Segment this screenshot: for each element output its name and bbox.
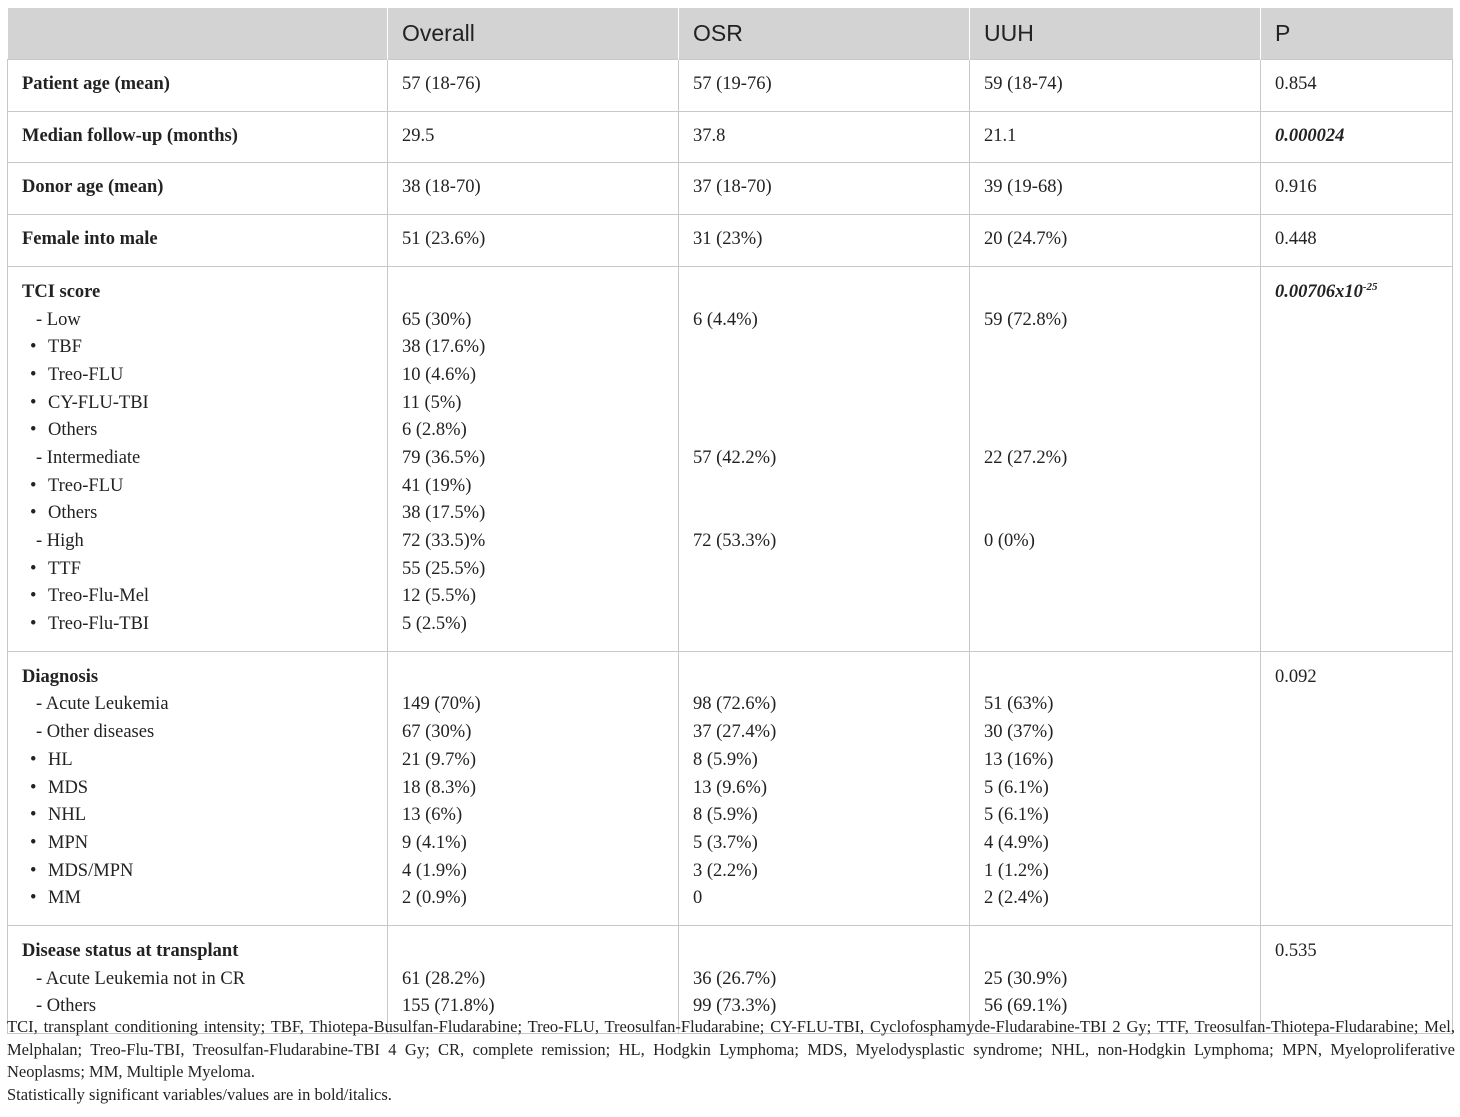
- sub-item: - Acute Leukemia: [36, 694, 169, 715]
- cell-osr: [693, 556, 969, 584]
- cell-overall: 79 (36.5%): [402, 447, 486, 468]
- row-label: Patient age (mean): [8, 60, 388, 112]
- cell-uuh: 4 (4.9%): [984, 832, 1049, 853]
- cell-osr: 37 (18-70): [679, 163, 970, 215]
- tci-p-base: 0.00706x10: [1275, 281, 1363, 302]
- cell-p: 0.916: [1261, 163, 1453, 215]
- bullet-item: • HL: [22, 747, 387, 775]
- sub-item: - Others: [36, 996, 97, 1017]
- diagnosis-row: [8, 651, 1453, 925]
- cell-uuh: [984, 473, 1260, 501]
- header-osr: OSR: [679, 8, 970, 60]
- cell-osr: 72 (53.3%): [693, 531, 777, 551]
- bullet-item: • TTF: [22, 556, 387, 584]
- patient-characteristics-table: [7, 8, 1453, 1034]
- group-title: Diagnosis: [22, 666, 99, 687]
- header-overall: Overall: [388, 8, 679, 60]
- cell-overall: 18 (8.3%): [402, 777, 476, 798]
- cell-overall: 55 (25.5%): [402, 558, 486, 579]
- cell-osr: [693, 611, 969, 639]
- group-labels: [8, 266, 388, 651]
- cell-osr: [693, 334, 969, 362]
- table-footnote: [7, 1016, 1455, 1106]
- header-p: P: [1261, 8, 1453, 60]
- cell-overall: 41 (19%): [402, 475, 472, 496]
- cell-p: 0.448: [1261, 215, 1453, 267]
- cell-overall: 51 (23.6%): [388, 215, 679, 267]
- sub-item: - Intermediate: [36, 447, 141, 468]
- sub-item: - Other diseases: [36, 722, 155, 743]
- cell-osr: 8 (5.9%): [693, 749, 758, 770]
- cell-overall: 149 (70%): [402, 694, 481, 715]
- cell-osr: 37.8: [679, 111, 970, 163]
- cell-uuh: [984, 500, 1260, 528]
- row-label: Median follow-up (months): [8, 111, 388, 163]
- cell-uuh: [984, 583, 1260, 611]
- cell-overall: 38 (17.6%): [402, 337, 486, 358]
- group-overall: [388, 266, 679, 651]
- bullet-item: • Treo-Flu-Mel: [22, 583, 387, 611]
- cell-osr: 37 (27.4%): [693, 722, 777, 743]
- cell-overall: 5 (2.5%): [402, 614, 467, 635]
- cell-osr: 6 (4.4%): [693, 309, 758, 330]
- cell-overall: 2 (0.9%): [402, 888, 467, 909]
- significance-note: Statistically significant variables/values are in bold/italics.: [7, 1084, 392, 1104]
- group-labels: [8, 651, 388, 925]
- cell-overall: 155 (71.8%): [402, 996, 495, 1017]
- cell-osr: [693, 583, 969, 611]
- cell-uuh: 59 (18-74): [970, 60, 1261, 112]
- cell-overall: 9 (4.1%): [402, 832, 467, 853]
- cell-overall: 29.5: [388, 111, 679, 163]
- table-row: [8, 163, 1453, 215]
- cell-uuh: 25 (30.9%): [984, 968, 1068, 989]
- cell-p: 0.854: [1261, 60, 1453, 112]
- group-osr: [679, 651, 970, 925]
- cell-overall: 13 (6%): [402, 805, 463, 826]
- cell-uuh: [984, 362, 1260, 390]
- tci-p-exponent: -25: [1362, 280, 1378, 293]
- cell-osr: 8 (5.9%): [693, 805, 758, 826]
- cell-p-significant: 0.000024: [1261, 111, 1453, 163]
- cell-osr: 31 (23%): [679, 215, 970, 267]
- sub-item: - Low: [36, 309, 81, 330]
- group-p: [1261, 651, 1453, 925]
- cell-osr: 57 (42.2%): [693, 447, 777, 468]
- cell-overall: 61 (28.2%): [402, 968, 486, 989]
- cell-uuh: [984, 611, 1260, 639]
- bullet-item: • Others: [22, 500, 387, 528]
- cell-uuh: [984, 417, 1260, 445]
- cell-uuh: 39 (19-68): [970, 163, 1261, 215]
- cell-overall: 21 (9.7%): [402, 749, 476, 770]
- row-label: Donor age (mean): [8, 163, 388, 215]
- cell-uuh: 5 (6.1%): [984, 805, 1049, 826]
- cell-overall: 57 (18-76): [388, 60, 679, 112]
- bullet-item: • MDS/MPN: [22, 858, 387, 886]
- bullet-item: • NHL: [22, 802, 387, 830]
- cell-uuh: 56 (69.1%): [984, 996, 1068, 1017]
- group-p: [1261, 266, 1453, 651]
- bullet-item: • Treo-Flu-TBI: [22, 611, 387, 639]
- diagnosis-p-value: 0.092: [1275, 666, 1317, 687]
- group-uuh: [970, 651, 1261, 925]
- cell-overall: 10 (4.6%): [402, 364, 476, 385]
- bullet-item: • Treo-FLU: [22, 362, 387, 390]
- cell-uuh: 22 (27.2%): [984, 447, 1068, 468]
- cell-overall: 11 (5%): [402, 392, 462, 413]
- status-p-value: 0.535: [1275, 940, 1317, 961]
- cell-overall: 65 (30%): [402, 309, 472, 330]
- cell-uuh: 0 (0%): [984, 531, 1035, 551]
- table-container: [7, 8, 1452, 1034]
- group-uuh: [970, 266, 1261, 651]
- cell-uuh: 30 (37%): [984, 722, 1054, 743]
- cell-overall: 67 (30%): [402, 722, 472, 743]
- cell-overall: 4 (1.9%): [402, 860, 467, 881]
- row-label: Female into male: [8, 215, 388, 267]
- cell-uuh: [984, 390, 1260, 418]
- header-row: [8, 8, 1453, 60]
- cell-osr: 0: [693, 888, 703, 909]
- cell-overall: 38 (18-70): [388, 163, 679, 215]
- cell-osr: 36 (26.7%): [693, 968, 777, 989]
- cell-uuh: [984, 556, 1260, 584]
- cell-uuh: 1 (1.2%): [984, 860, 1049, 881]
- group-overall: [388, 651, 679, 925]
- abbreviations-note: TCI, transplant conditioning intensity; TBF, Thiotepa-Busulfan-Fludarabine; Treo-FLU, Treosulfan-Fludarabine; CY-FLU-TBI, Cyclofosphamyde-Fludarabine-TBI 2 Gy; TTF, Treosulfan-Thiotepa-Fludarabine; Mel, Melphalan; Treo-Flu-TBI, Treosulfan-Fludarabine-TBI 4 Gy; CR, complete remission; HL, Hodgkin Lymphoma; MDS, Myelodysplastic syndrome; NHL, non-Hodgkin Lymphoma; MPN, Myeloproliferative Neoplasms; MM, Multiple Myeloma.: [7, 1017, 1455, 1081]
- cell-overall: 6 (2.8%): [402, 420, 467, 441]
- bullet-item: • MPN: [22, 830, 387, 858]
- bullet-item: • TBF: [22, 334, 387, 362]
- cell-osr: 57 (19-76): [679, 60, 970, 112]
- header-uuh: UUH: [970, 8, 1261, 60]
- cell-uuh: 21.1: [970, 111, 1261, 163]
- sub-item: - Acute Leukemia not in CR: [36, 968, 246, 989]
- cell-uuh: 5 (6.1%): [984, 777, 1049, 798]
- bullet-item: • CY-FLU-TBI: [22, 390, 387, 418]
- cell-uuh: 59 (72.8%): [984, 309, 1068, 330]
- cell-overall: 72 (33.5)%: [402, 531, 486, 551]
- cell-overall: 38 (17.5%): [402, 503, 486, 524]
- bullet-item: • MDS: [22, 775, 387, 803]
- table-row: [8, 111, 1453, 163]
- bullet-item: • Treo-FLU: [22, 473, 387, 501]
- cell-overall: 12 (5.5%): [402, 586, 476, 607]
- cell-osr: 98 (72.6%): [693, 694, 777, 715]
- cell-osr: 5 (3.7%): [693, 832, 758, 853]
- tci-p-value: [1275, 279, 1452, 307]
- sub-item: - High: [36, 531, 84, 551]
- table-row: [8, 60, 1453, 112]
- cell-osr: 13 (9.6%): [693, 777, 767, 798]
- cell-osr: [693, 500, 969, 528]
- bullet-item: • MM: [22, 885, 387, 913]
- cell-osr: [693, 390, 969, 418]
- cell-uuh: 20 (24.7%): [970, 215, 1261, 267]
- cell-uuh: [984, 334, 1260, 362]
- cell-osr: [693, 362, 969, 390]
- group-osr: [679, 266, 970, 651]
- cell-osr: [693, 417, 969, 445]
- cell-uuh: 13 (16%): [984, 749, 1054, 770]
- header-label: [8, 8, 388, 60]
- group-title: TCI score: [22, 281, 101, 302]
- cell-uuh: 2 (2.4%): [984, 888, 1049, 909]
- cell-osr: 99 (73.3%): [693, 996, 777, 1017]
- group-title: Disease status at transplant: [22, 940, 239, 961]
- cell-osr: 3 (2.2%): [693, 860, 758, 881]
- cell-uuh: 51 (63%): [984, 694, 1054, 715]
- table-row: [8, 215, 1453, 267]
- cell-osr: [693, 473, 969, 501]
- tci-score-row: [8, 266, 1453, 651]
- bullet-item: • Others: [22, 417, 387, 445]
